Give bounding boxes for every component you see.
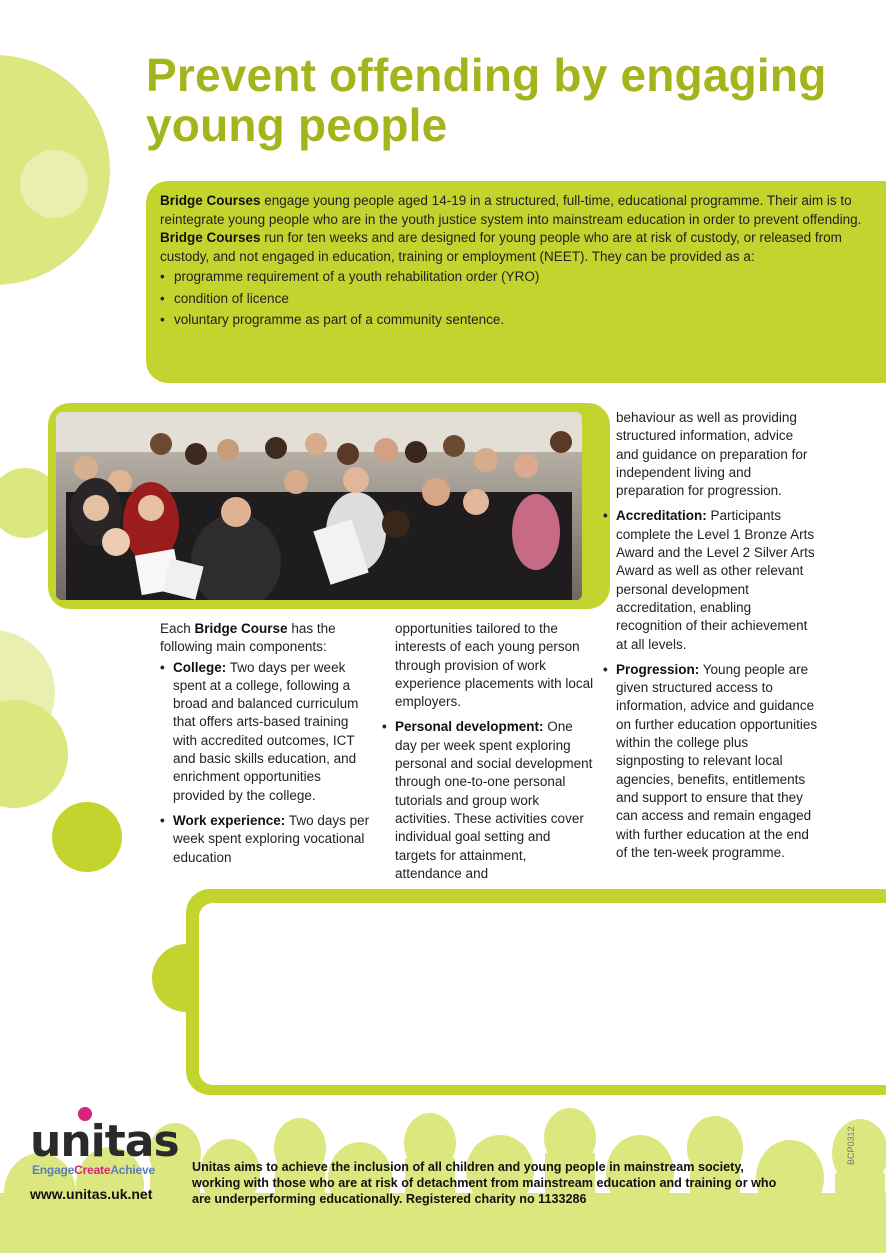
intro-bullet-list — [160, 268, 865, 330]
unitas-logo: unitas — [30, 1116, 179, 1167]
charity-statement: Unitas aims to achieve the inclusion of all children and young people in mainstream society, working with those who are at risk of detachment from mainstream education and training or who are underperforming educationally. Registered charity no 1133286 — [192, 1160, 777, 1206]
component-progression — [603, 661, 819, 862]
page-title: Prevent offending by engaging young people — [146, 49, 827, 151]
intro-text — [160, 192, 865, 333]
intro-paragraph-2-text: run for ten weeks and are designed for young people who are at risk of custody, or released from custody, and not engaged in education, training or employment (NEET). They can be provided as a: — [160, 230, 842, 264]
tagline-engage: Engage — [32, 1163, 75, 1177]
group-photo-illustration — [56, 412, 582, 600]
intro-bullet: • voluntary programme as part of a community sentence. — [160, 311, 865, 330]
tagline-achieve: Achieve — [110, 1163, 155, 1177]
website-link[interactable]: www.unitas.uk.net — [30, 1186, 153, 1202]
column-2 — [382, 620, 594, 890]
intro-paragraph-2 — [160, 229, 865, 266]
component-accreditation-text: Participants complete the Level 1 Bronze Arts Award and the Level 2 Silver Arts Award as well as other relevant personal development accreditation, enabling recognition of their achievement at all levels. — [616, 508, 815, 652]
components-list-continued-2 — [603, 507, 819, 862]
bridge-courses-term: Bridge Courses — [160, 193, 261, 208]
components-lead-pre: Each — [160, 621, 195, 636]
logo-tagline — [32, 1163, 155, 1177]
bridge-course-term: Bridge Course — [194, 621, 288, 636]
component-personal-text: One day per week spent exploring personal and social development through one-to-one personal tutorials and group work activities. These activities cover individual goal setting and targets for attainment, attendance and — [395, 719, 593, 881]
component-college-text: Two days per week spent at a college, following a broad and balanced curriculum that offers arts-based training with accredited outcomes, ICT and basic skills education, and enrichment opportunities provided by the college. — [173, 659, 359, 803]
component-accreditation — [603, 507, 819, 653]
decor-circle — [52, 802, 122, 872]
work-experience-continued: opportunities tailored to the interests of each young person through provision of work experience placements with local employers. — [395, 621, 594, 710]
component-work-experience — [160, 812, 375, 867]
group-photo — [56, 412, 582, 600]
component-work-text: Two days per week spent exploring vocational education — [173, 812, 370, 865]
intro-paragraph-1 — [160, 192, 865, 229]
personal-development-continued: behaviour as well as providing structured information, advice and guidance on preparation for independent living and preparation for progression. — [616, 410, 808, 499]
blank-panel — [199, 903, 886, 1085]
component-progression-text: Young people are given structured access to information, advice and guidance on further education opportunities within the college plus signposting to relevant local agencies, benefits, entitlements and support to ensure that they can access and remain engaged with further education at the end of the ten-week programme. — [616, 661, 818, 860]
components-lead-post: has the following main components: — [160, 621, 336, 655]
component-accreditation-label: Accreditation: — [616, 508, 707, 524]
intro-bullet: • programme requirement of a youth rehabilitation order (YRO) — [160, 268, 865, 287]
component-college — [160, 659, 375, 805]
intro-bullet: • condition of licence — [160, 290, 865, 309]
document-code: BCP0312 — [846, 1126, 856, 1165]
components-list-continued — [382, 718, 594, 883]
component-progression-label: Progression: — [616, 661, 700, 677]
bridge-courses-term: Bridge Courses — [160, 230, 261, 245]
column-3 — [603, 409, 819, 869]
component-college-label: College: — [173, 659, 227, 675]
decor-circle — [0, 700, 68, 808]
component-personal-label: Personal development: — [395, 719, 544, 735]
intro-paragraph-1-text: engage young people aged 14-19 in a structured, full-time, educational programme. Their aim is to reintegrate young people who are in the youth justice system into mainstream education in order to prevent offending. — [160, 193, 862, 227]
column-1 — [160, 620, 375, 874]
tagline-create: Create — [74, 1163, 111, 1177]
component-personal-development — [382, 718, 594, 883]
components-list — [160, 659, 375, 867]
components-lead — [160, 620, 375, 657]
decor-circle — [20, 150, 88, 218]
component-work-label: Work experience: — [173, 812, 286, 828]
